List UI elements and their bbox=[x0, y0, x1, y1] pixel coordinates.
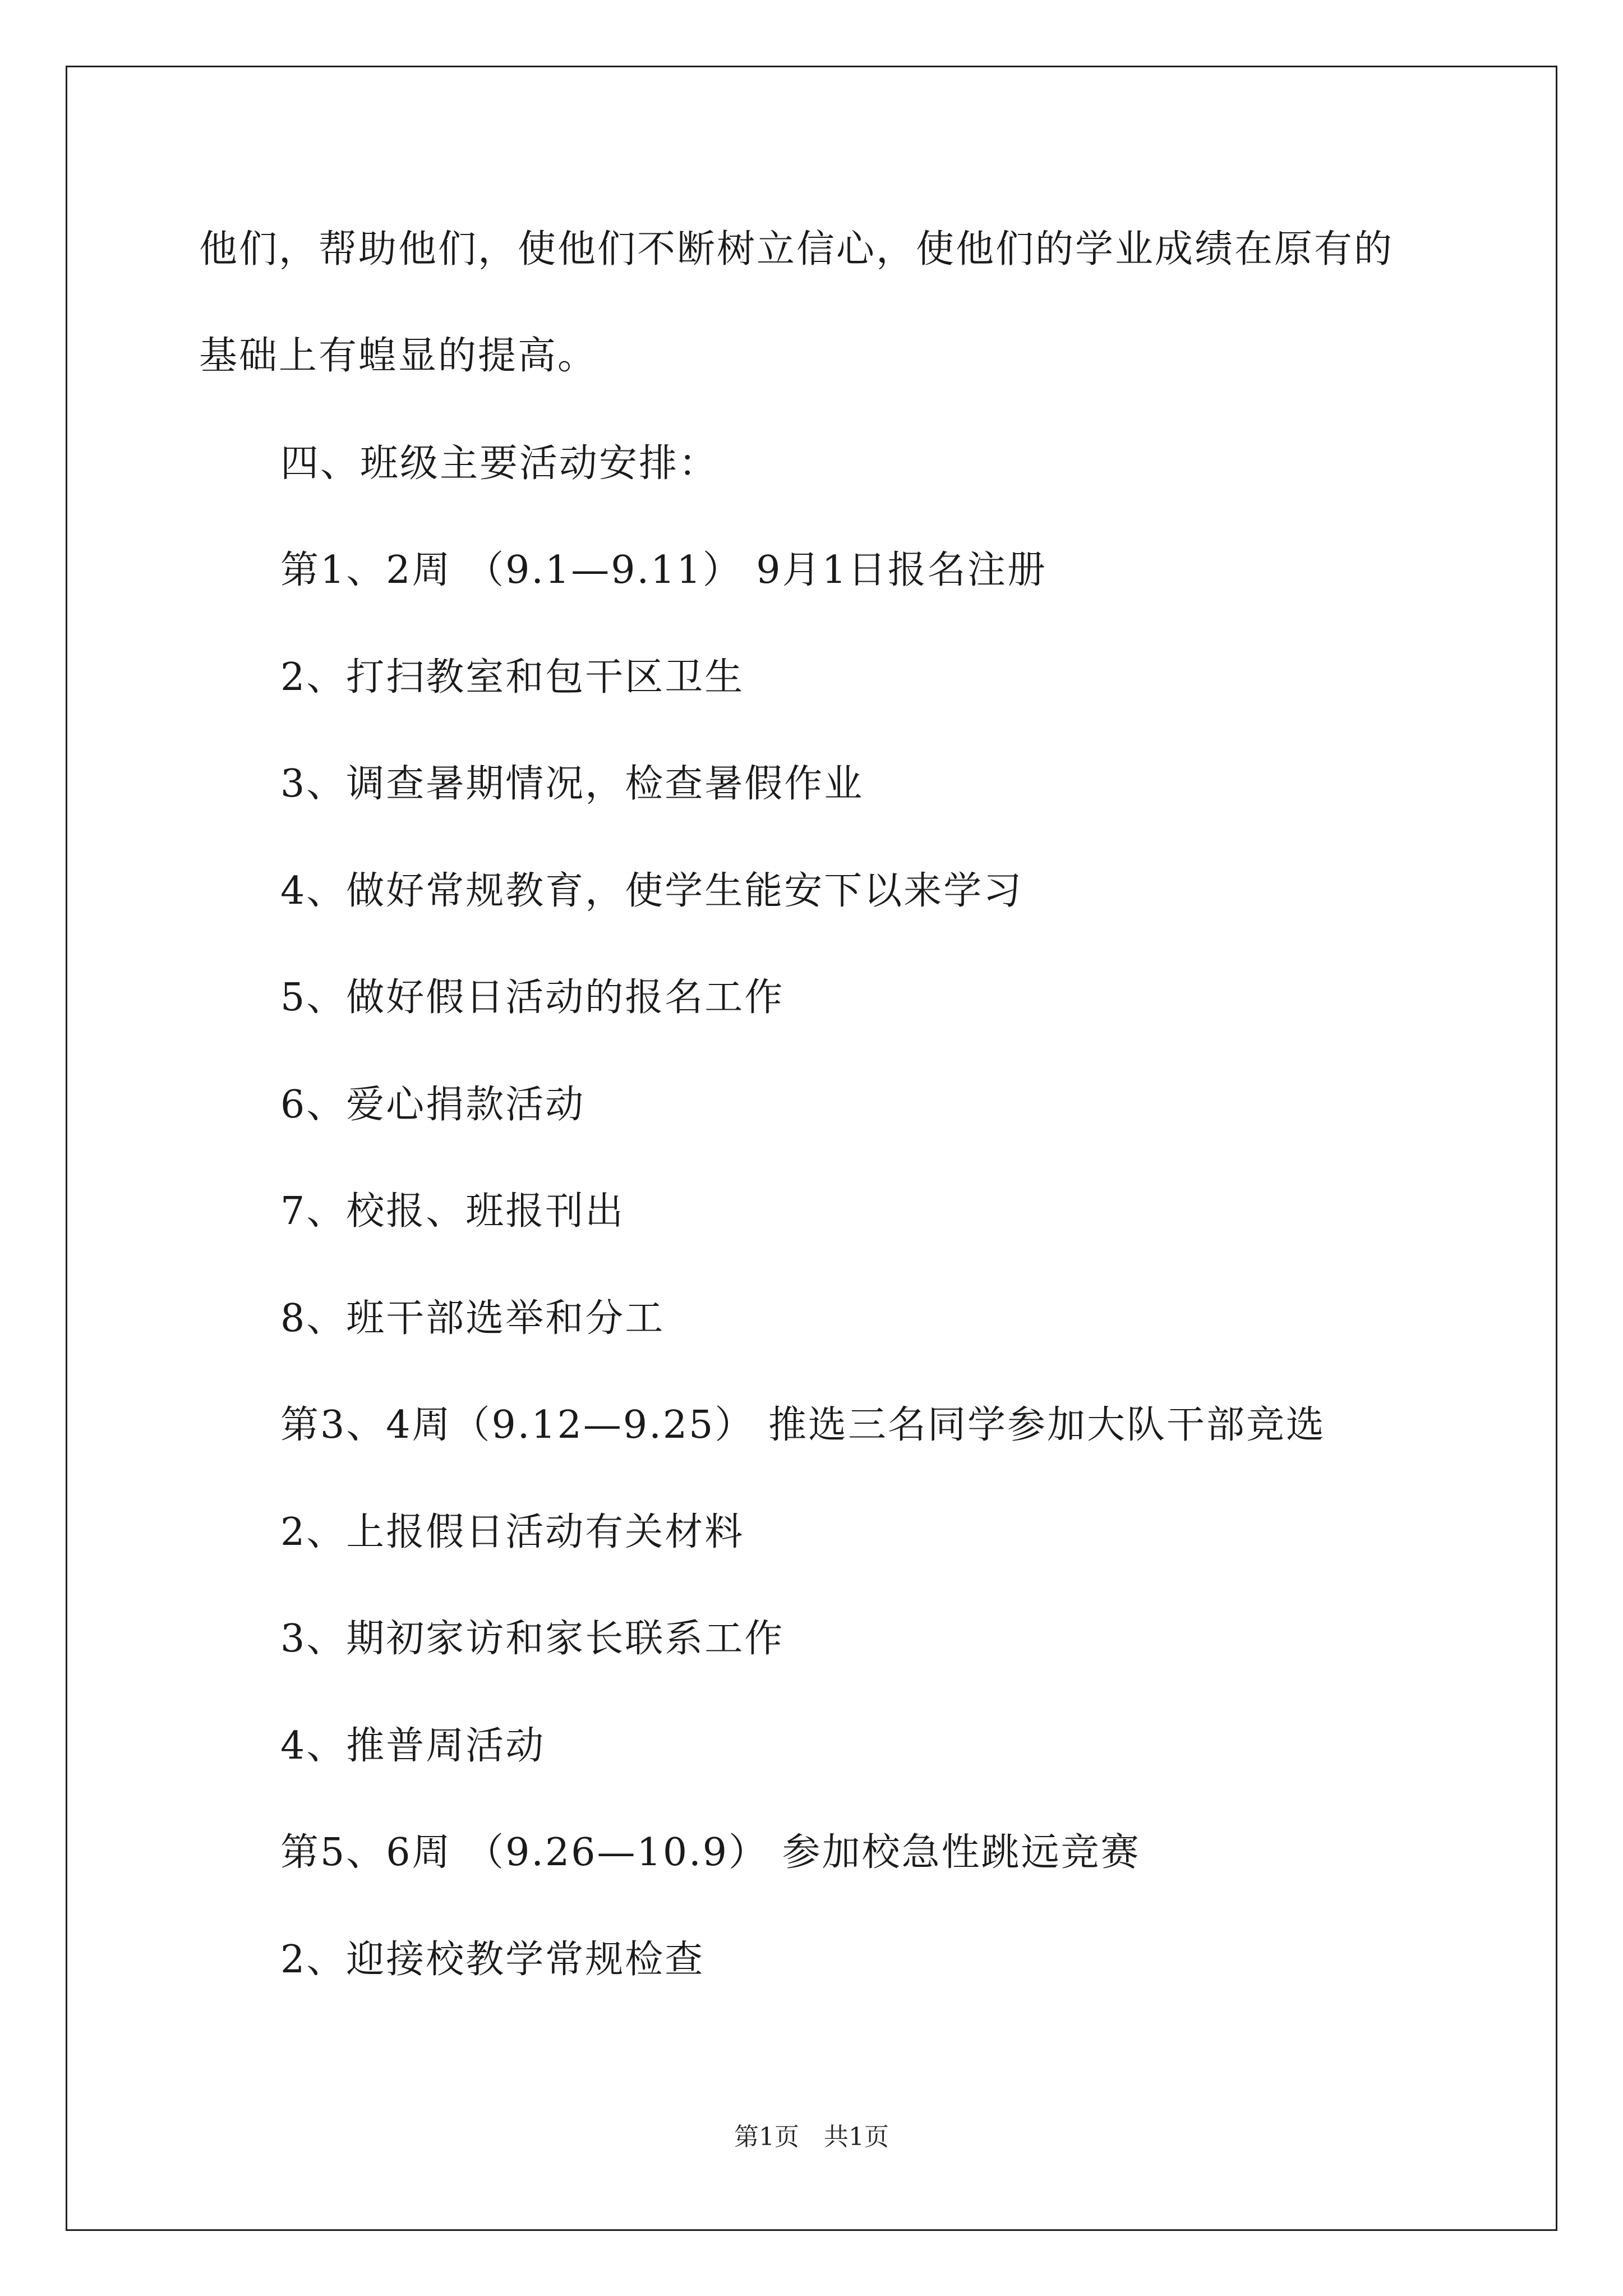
list-item: 5、做好假日活动的报名工作 bbox=[280, 976, 785, 1020]
list-item: 3、期初家访和家长联系工作 bbox=[280, 1617, 785, 1661]
list-item: 2、上报假日活动有关材料 bbox=[280, 1510, 745, 1554]
list-item: 6、爱心捐款活动 bbox=[280, 1083, 585, 1127]
paragraph-line: 基础上有蝗显的提高。 bbox=[199, 334, 598, 378]
paragraph-line: 他们，帮助他们，使他们不断树立信心，使他们的学业成绩在原有的 bbox=[199, 227, 1394, 272]
list-item: 2、打扫教室和包干区卫生 bbox=[280, 655, 745, 700]
list-item: 7、校报、班报刊出 bbox=[280, 1189, 625, 1234]
page-footer: 第1页 共1页 bbox=[734, 2123, 889, 2151]
section-heading: 四、班级主要活动安排： bbox=[280, 441, 719, 486]
list-item: 3、调查暑期情况，检查暑假作业 bbox=[280, 762, 864, 806]
list-item: 4、做好常规教育，使学生能安下以来学习 bbox=[280, 869, 1023, 913]
week-heading: 第3、4周（9.12—9.25） 推选三名同学参加大队干部竞选 bbox=[280, 1403, 1326, 1447]
list-item: 8、班干部选举和分工 bbox=[280, 1296, 665, 1341]
week-heading: 第1、2周 （9.1—9.11） 9月1日报名注册 bbox=[280, 548, 1047, 592]
page-border bbox=[66, 66, 1557, 2231]
week-heading: 第5、6周 （9.26—10.9） 参加校急性跳远竞赛 bbox=[280, 1830, 1141, 1875]
list-item: 2、迎接校教学常规检查 bbox=[280, 1938, 705, 1982]
list-item: 4、推普周活动 bbox=[280, 1724, 546, 1768]
